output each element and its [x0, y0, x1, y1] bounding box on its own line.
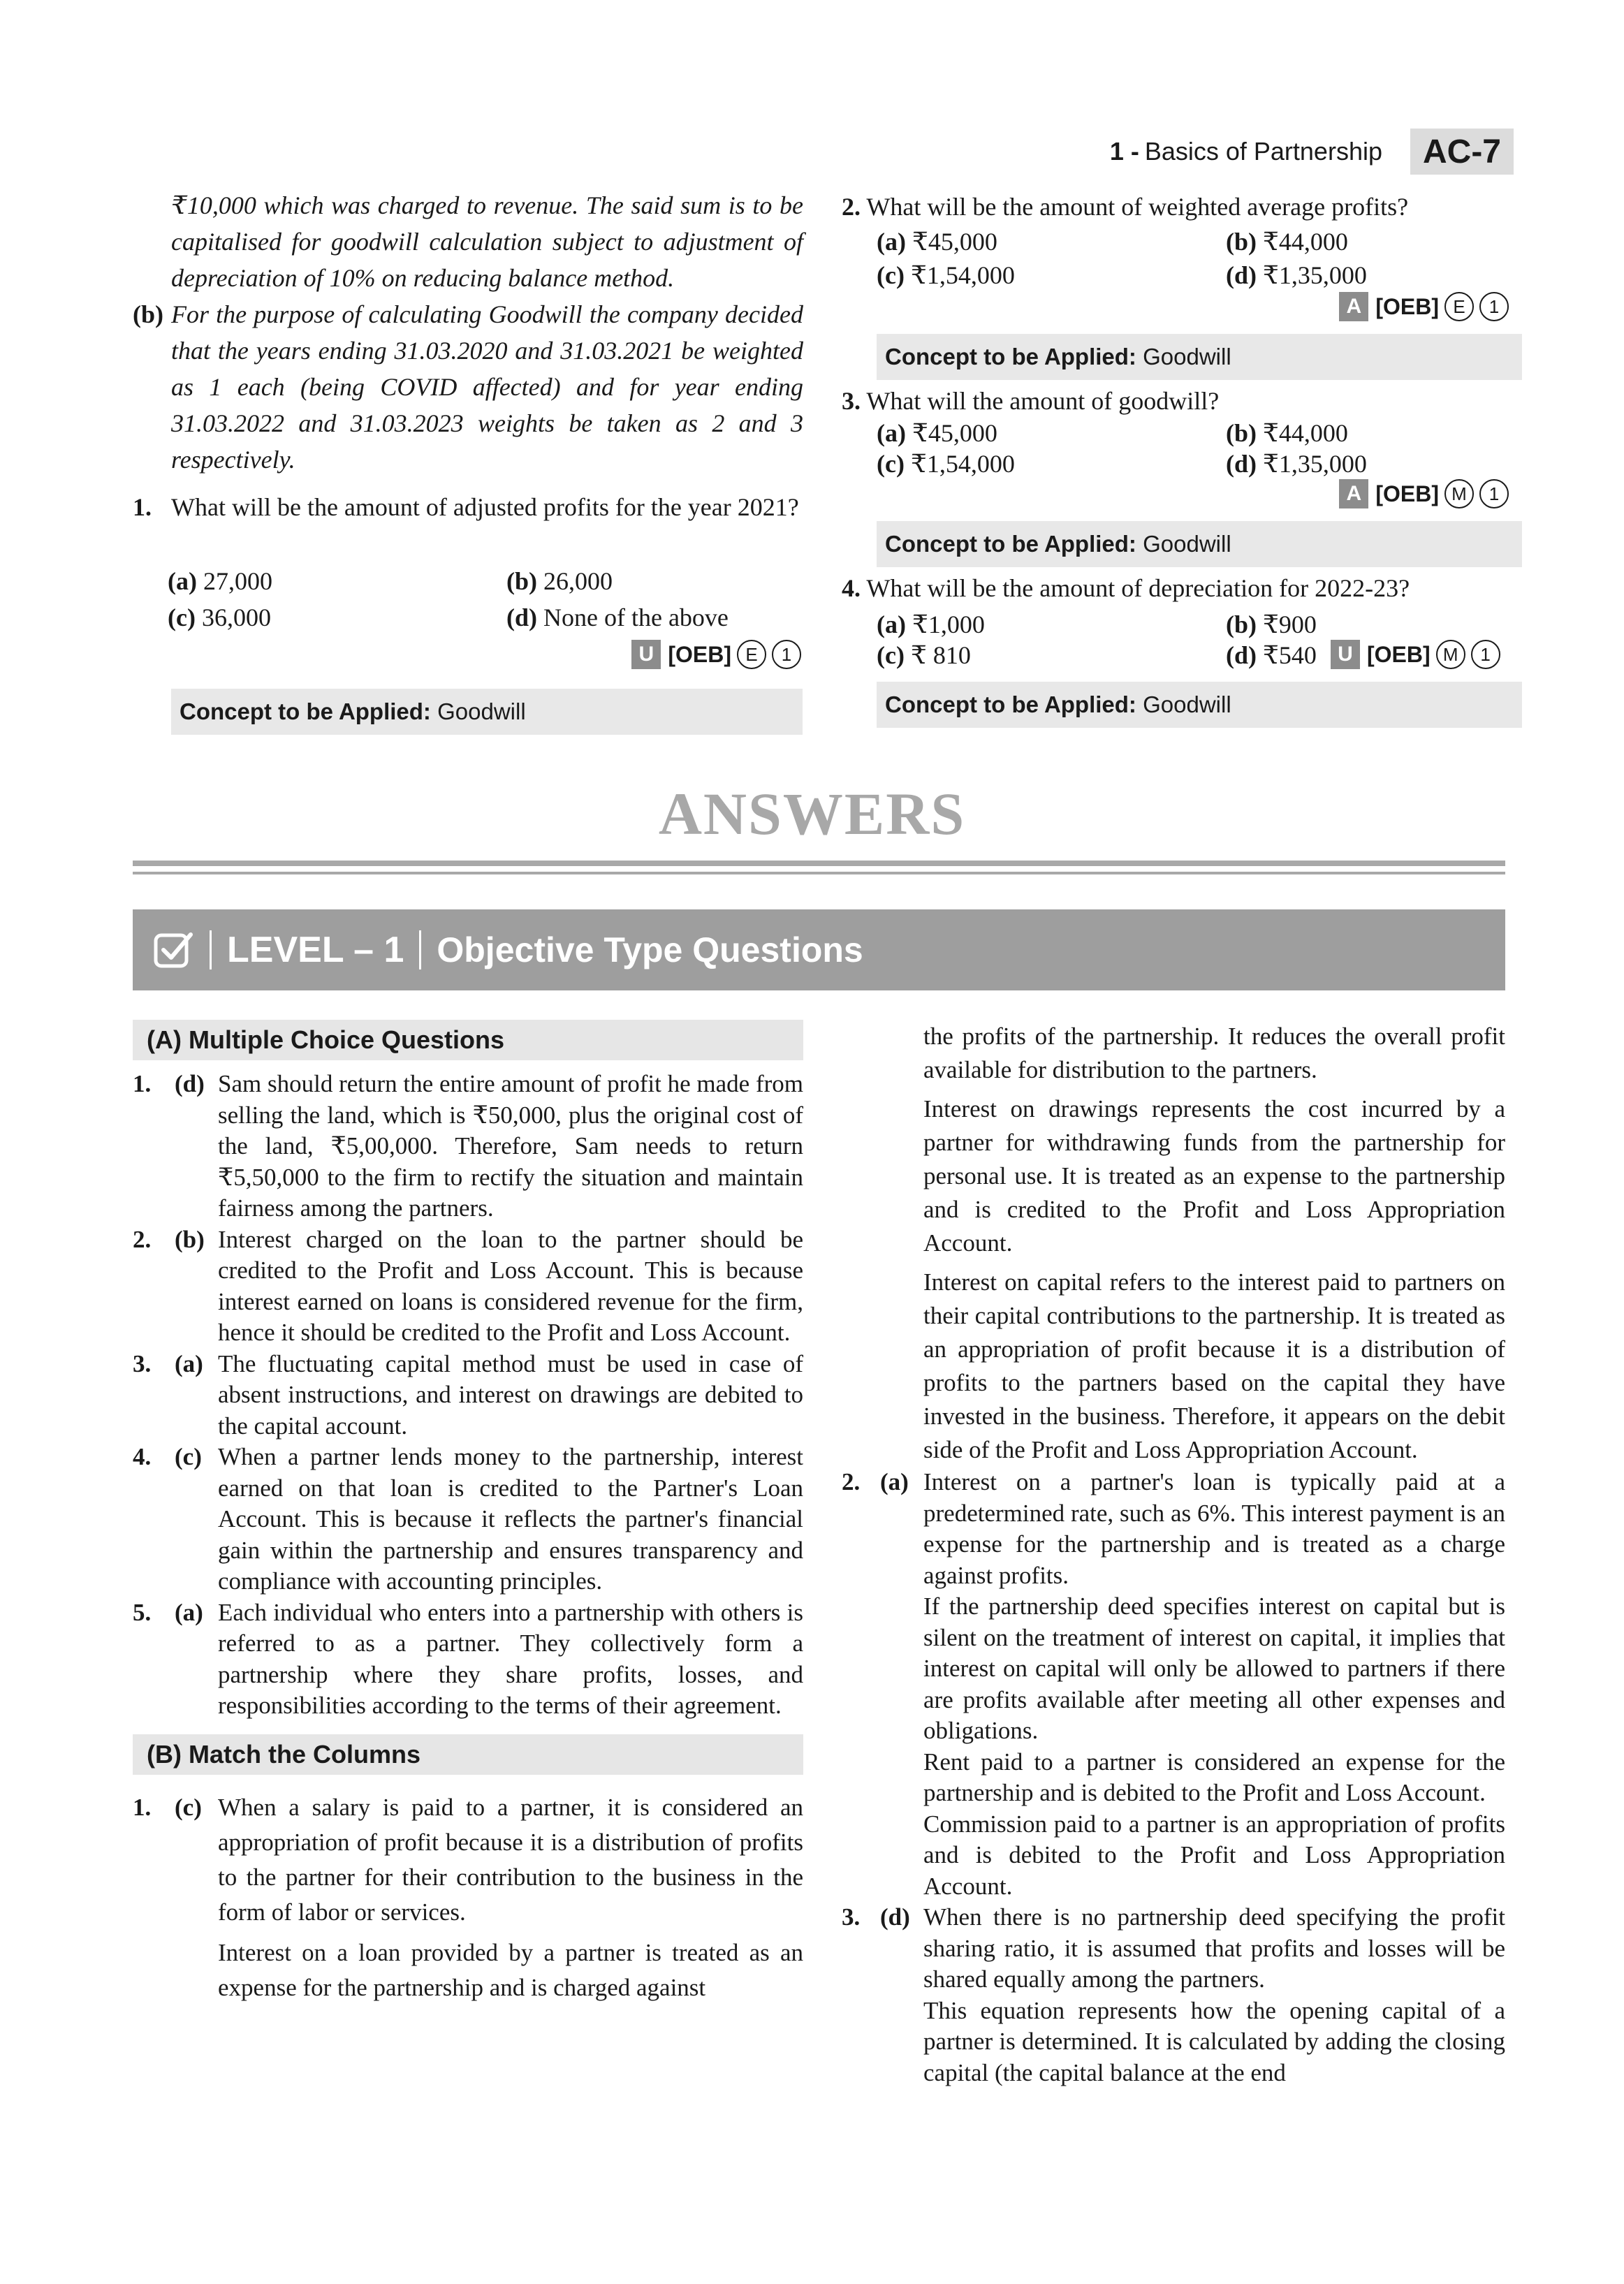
answer-b2-para2: If the partnership deed specifies interest on capital but is silent on the treatment of interest on capital, it implies that interest on capital will only be allowed to partners if there are profits available after meeting all other expenses and obligations.	[923, 1593, 1505, 1744]
level-label: LEVEL – 1	[227, 930, 404, 970]
option-c: (c) ₹1,54,000	[877, 450, 1015, 478]
question-text: What will be the amount of adjusted profits for the year 2021?	[171, 493, 799, 521]
answer-a1: 1. (d) Sam should return the entire amount of profit he made from selling the land, which is ₹50,000, plus the original cost of the land, ₹5,00,000. Therefore, Sam needs to return ₹5,50,000 to the firm to rectify the situation and maintain fairness among the partners.	[133, 1070, 803, 1222]
option-a: (a) ₹45,000	[877, 419, 997, 447]
chapter-title: Basics of Partnership	[1144, 137, 1382, 166]
difficulty-circle: E	[1444, 292, 1474, 321]
question-number: 4.	[842, 574, 861, 602]
concept-box	[877, 334, 1522, 380]
interest-capital-paragraph: Interest on capital refers to the interest paid to partners on their capital contributions to the partnership. It is treated as an appropriation of profit because it is a distribution of profits to the partners based on the capital they have invested in the business. Therefore, it appears on the debit side of the Profit and Loss Appropriation Account.	[923, 1268, 1505, 1463]
concept-label: Concept to be Applied:	[885, 691, 1136, 717]
concept-box	[877, 682, 1522, 728]
left-answers-column	[133, 1020, 803, 2005]
tag-box: A	[1339, 479, 1368, 508]
question-2	[842, 189, 1512, 225]
question-tag	[1331, 640, 1500, 669]
marks-circle: 1	[1479, 292, 1509, 321]
question-tag	[1339, 292, 1509, 321]
level-title: Objective Type Questions	[437, 930, 863, 969]
option-b: (b) 26,000	[506, 567, 613, 595]
page-code: AC-7	[1410, 129, 1514, 175]
tag-box: U	[631, 640, 661, 669]
concept-value: Goodwill	[1143, 531, 1231, 557]
answer-a2: 2. (b) Interest charged on the loan to the partner should be credited to the Profit and Loss Account. This is because interest earned on loans is considered revenue for the firm, hence it should be credited to the Profit and Loss Account.	[133, 1225, 803, 1346]
concept-value: Goodwill	[1143, 691, 1231, 717]
answer-b1: 1. (c) When a salary is paid to a partner, it is considered an appropriation of profit because it is a distribution of profits to the partner for their contribution to the business in the form of labor or services.	[133, 1793, 803, 1926]
divider-thick	[133, 861, 1505, 866]
option-b: (b) ₹44,000	[1226, 419, 1348, 447]
question-number: 1.	[133, 493, 152, 521]
concept-label: Concept to be Applied:	[885, 344, 1136, 369]
tag-box: A	[1339, 292, 1368, 321]
interest-drawings-paragraph: Interest on drawings represents the cost incurred by a partner for withdrawing funds from the partnership for personal use. It is treated as an expense to the partnership and is credited to the Profit and Loss Appropriation Account.	[923, 1095, 1505, 1257]
concept-value: Goodwill	[437, 698, 526, 724]
question-3	[842, 383, 1512, 419]
option-c: (c) ₹ 810	[877, 641, 971, 669]
answers-heading: ANSWERS	[658, 780, 966, 847]
answer-a3: 3. (a) The fluctuating capital method must be used in case of absent instructions, and interest on drawings are debited to the capital account.	[133, 1349, 803, 1440]
concept-box	[171, 689, 803, 735]
case-point-b	[133, 296, 803, 478]
option-d: (d) ₹1,35,000	[1226, 261, 1367, 289]
tag-box: U	[1331, 640, 1360, 669]
checkbox-icon	[152, 929, 194, 971]
concept-label: Concept to be Applied:	[180, 698, 431, 724]
section-heading-mcq: (A) Multiple Choice Questions	[133, 1020, 803, 1060]
option-a: (a) 27,000	[168, 567, 272, 595]
concept-box	[877, 521, 1522, 567]
marks-circle: 1	[1471, 640, 1500, 669]
page-header	[1110, 127, 1514, 176]
option-b: (b) ₹900	[1226, 610, 1317, 638]
divider-thin	[133, 872, 1505, 874]
question-text: What will be the amount of weighted average profits?	[866, 193, 1409, 221]
question-number: 2.	[842, 193, 861, 221]
section-heading-match: (B) Match the Columns	[133, 1734, 803, 1775]
difficulty-circle: M	[1444, 479, 1474, 508]
continued-paragraph: the profits of the partnership. It reduces the overall profit available for distribution to the partners.	[923, 1023, 1505, 1083]
tag-text: [OEB]	[668, 641, 731, 667]
question-tag	[631, 640, 801, 669]
option-d: (d) ₹540	[1226, 641, 1317, 669]
option-a: (a) ₹45,000	[877, 228, 997, 256]
question-1	[133, 489, 803, 525]
question-text: What will the amount of goodwill?	[866, 387, 1220, 415]
tag-text: [OEB]	[1375, 293, 1439, 319]
answer-a4: 4. (c) When a partner lends money to the partnership, interest earned on that loan is credited to the Partner's Loan Account. This is because it reflects the partner's financial gain within the partnership and ensures transparency and compliance with accounting principles.	[133, 1443, 803, 1595]
concept-label: Concept to be Applied:	[885, 531, 1136, 557]
separator	[210, 930, 212, 969]
question-number: 3.	[842, 387, 861, 415]
question-4	[842, 570, 1512, 606]
right-answers-column	[842, 1020, 1505, 2088]
marks-circle: 1	[772, 640, 801, 669]
option-d: (d) ₹1,35,000	[1226, 450, 1367, 478]
marks-circle: 1	[1479, 479, 1509, 508]
separator	[419, 930, 421, 969]
answer-b2-para3: Rent paid to a partner is considered an expense for the partnership and is debited to the Profit and Loss Account.	[923, 1748, 1505, 1806]
answer-a5: 5. (a) Each individual who enters into a partnership with others is referred to as a partner. They collectively form a partnership where they share profits, losses, and responsibilities according to the terms of their agreement.	[133, 1598, 803, 1719]
answer-b2-para4: Commission paid to a partner is an appropriation of profits and is debited to the Profit and Loss Appropriation Account.	[923, 1810, 1505, 1900]
question-text: What will be the amount of depreciation for 2022-23?	[866, 574, 1410, 602]
option-c: (c) ₹1,54,000	[877, 261, 1015, 289]
option-d: (d) None of the above	[506, 603, 729, 631]
difficulty-circle: E	[737, 640, 766, 669]
chapter-number: 1 -	[1109, 137, 1139, 166]
tag-text: [OEB]	[1367, 641, 1431, 667]
option-b: (b) ₹44,000	[1226, 228, 1348, 256]
case-text-continued: ₹10,000 which was charged to revenue. The said sum is to be capitalised for goodwill calculation subject to adjustment of depreciation of 10% on reducing balance method.	[171, 191, 803, 292]
concept-value: Goodwill	[1143, 344, 1231, 369]
answer-b1-continued: Interest on a loan provided by a partner is treated as an expense for the partnership and is charged against	[218, 1938, 803, 2001]
answer-b3-para2: This equation represents how the opening capital of a partner is determined. It is calculated by adding the closing capital (the capital balance at the end	[923, 1996, 1505, 2086]
level-banner	[133, 909, 1505, 990]
difficulty-circle: M	[1436, 640, 1465, 669]
question-tag	[1339, 479, 1509, 508]
answer-b2: 2. (a) Interest on a partner's loan is typically paid at a predetermined rate, such as 6%. This interest payment is an expense for the partnership and is treated as a charge against profits.	[842, 1468, 1505, 1589]
tag-text: [OEB]	[1375, 481, 1439, 506]
option-c: (c) 36,000	[168, 603, 271, 631]
option-a: (a) ₹1,000	[877, 610, 985, 638]
answer-b3: 3. (d) When there is no partnership deed specifying the profit sharing ratio, it is assumed that profits and losses will be shared equally among the partners.	[842, 1903, 1505, 1993]
point-label: (b)	[133, 300, 163, 328]
point-text: For the purpose of calculating Goodwill the company decided that the years ending 31.03.2020 and 31.03.2021 be weighted as 1 each (being COVID affected) and for year ending 31.03.2022 and 31.03.2023 weights be taken as 2 and 3 respectively.	[171, 300, 803, 474]
